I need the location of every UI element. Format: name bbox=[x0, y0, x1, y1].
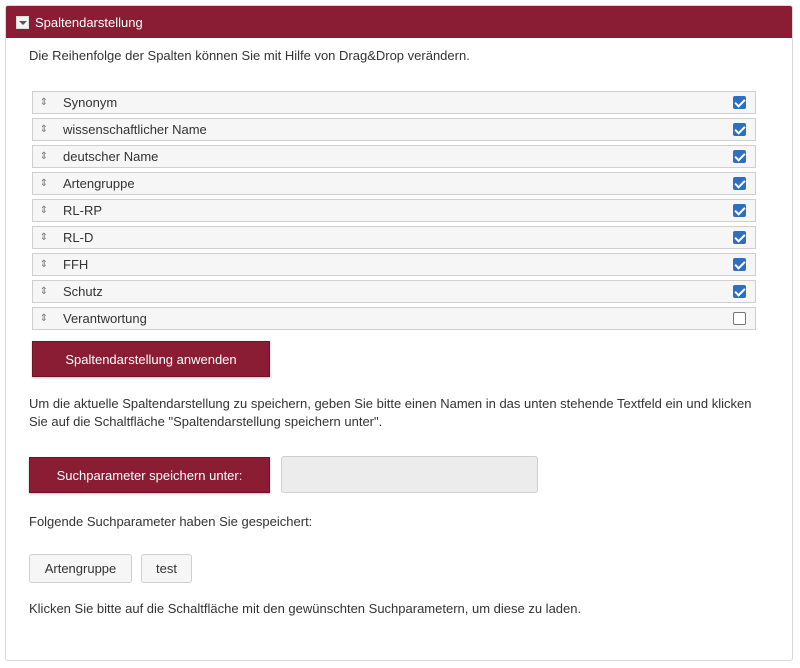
column-row[interactable] bbox=[32, 226, 756, 249]
collapse-icon[interactable] bbox=[16, 16, 29, 29]
column-checkbox[interactable] bbox=[733, 204, 746, 217]
saved-param-button[interactable]: Artengruppe bbox=[29, 554, 132, 583]
drag-handle-icon[interactable]: ⇕ bbox=[39, 232, 49, 243]
drag-handle-icon[interactable]: ⇕ bbox=[39, 178, 49, 189]
column-label: Synonym bbox=[63, 95, 118, 110]
column-row[interactable] bbox=[32, 118, 756, 141]
column-label: RL-RP bbox=[63, 203, 103, 218]
column-label: Verantwortung bbox=[63, 311, 147, 326]
column-list bbox=[32, 91, 756, 334]
column-label: Schutz bbox=[63, 284, 103, 299]
panel-title: Spaltendarstellung bbox=[35, 14, 143, 30]
drag-handle-icon[interactable]: ⇕ bbox=[39, 151, 49, 162]
column-row[interactable] bbox=[32, 91, 756, 114]
drag-handle-icon[interactable]: ⇕ bbox=[39, 286, 49, 297]
column-checkbox[interactable] bbox=[733, 177, 746, 190]
column-label: FFH bbox=[63, 257, 89, 272]
column-label: RL-D bbox=[63, 230, 94, 245]
column-label: wissenschaftlicher Name bbox=[63, 122, 207, 137]
column-checkbox[interactable] bbox=[733, 123, 746, 136]
intro-text: Die Reihenfolge der Spalten können Sie mit Hilfe von Drag&Drop verändern. bbox=[29, 48, 470, 63]
column-checkbox[interactable] bbox=[733, 150, 746, 163]
column-row[interactable] bbox=[32, 253, 756, 276]
column-row[interactable] bbox=[32, 307, 756, 330]
panel-header[interactable] bbox=[6, 6, 792, 38]
saved-heading: Folgende Suchparameter haben Sie gespeichert: bbox=[29, 514, 313, 529]
save-name-input[interactable] bbox=[281, 456, 538, 493]
column-checkbox[interactable] bbox=[733, 285, 746, 298]
column-row[interactable] bbox=[32, 172, 756, 195]
drag-handle-icon[interactable]: ⇕ bbox=[39, 259, 49, 270]
save-params-button[interactable]: Suchparameter speichern unter: bbox=[29, 457, 270, 493]
load-instructions: Klicken Sie bitte auf die Schaltfläche mit den gewünschten Suchparametern, um diese zu laden. bbox=[29, 601, 582, 616]
drag-handle-icon[interactable]: ⇕ bbox=[39, 124, 49, 135]
column-checkbox[interactable] bbox=[733, 312, 746, 325]
column-label: Artengruppe bbox=[63, 176, 135, 191]
column-label: deutscher Name bbox=[63, 149, 159, 164]
save-instructions: Um die aktuelle Spaltendarstellung zu speichern, geben Sie bitte einen Namen in das unten stehende Textfeld ein und klicken Sie auf die Schaltfläche "Spaltendarstellung speichern unter". bbox=[29, 396, 752, 429]
column-row[interactable] bbox=[32, 145, 756, 168]
column-checkbox[interactable] bbox=[733, 258, 746, 271]
drag-handle-icon[interactable]: ⇕ bbox=[39, 313, 49, 324]
apply-columns-button[interactable]: Spaltendarstellung anwenden bbox=[32, 341, 270, 377]
drag-handle-icon[interactable]: ⇕ bbox=[39, 205, 49, 216]
column-checkbox[interactable] bbox=[733, 231, 746, 244]
column-row[interactable] bbox=[32, 280, 756, 303]
column-row[interactable] bbox=[32, 199, 756, 222]
drag-handle-icon[interactable]: ⇕ bbox=[39, 97, 49, 108]
column-checkbox[interactable] bbox=[733, 96, 746, 109]
saved-param-button[interactable]: test bbox=[141, 554, 192, 583]
